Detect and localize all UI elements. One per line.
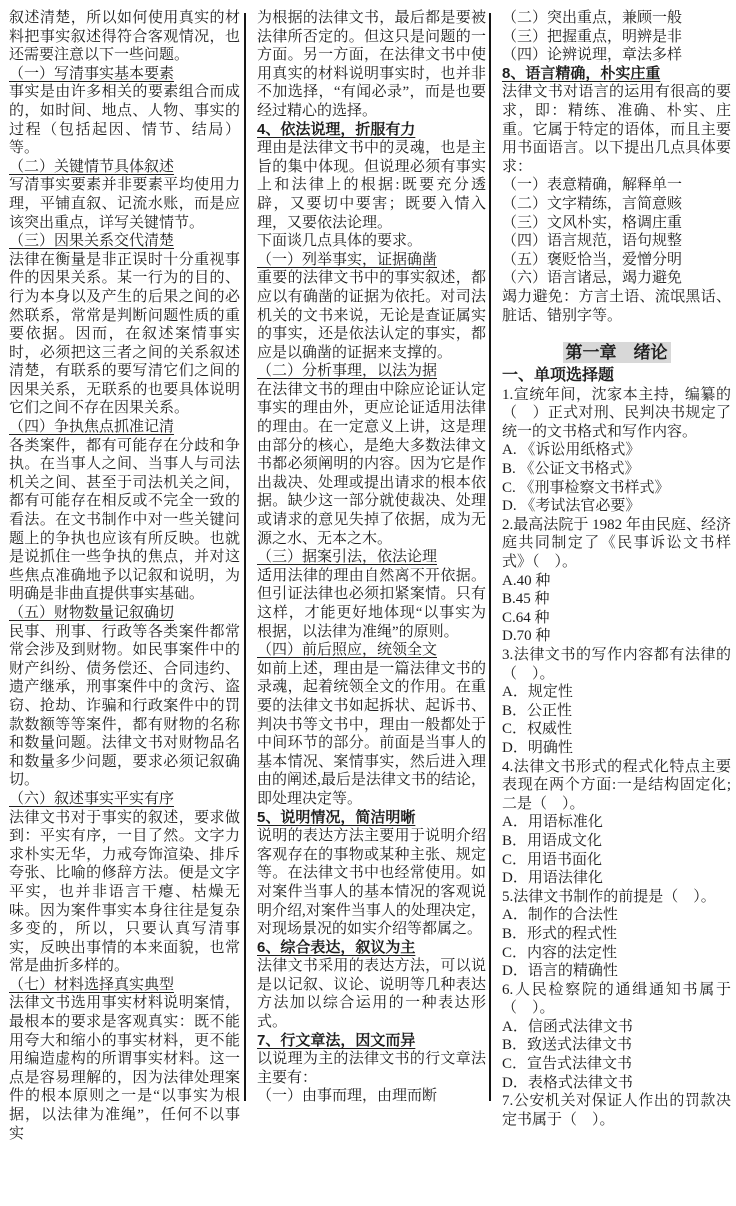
text-line: A. 《诉讼用纸格式》 xyxy=(502,442,641,459)
paragraph: 写清事实要素并非要素平均使用力理，平铺直叙、记流水账，而是应该突出重点，详写关键情节。 xyxy=(9,177,240,231)
subsection-heading: （六）叙述事实平实有序 xyxy=(9,790,175,807)
subsection-heading: （四）争执焦点抓准记清 xyxy=(9,419,175,436)
paragraph: 以说理为主的法律文书的行文章法主要有： xyxy=(257,1051,486,1086)
paragraph: 法律在衡量是非正误时十分重视事件的因果关系。某一行为的目的、行为本身以及产生的后果之间的必然联系，常常是判断问题性质的重要依据。因而，在叙述案情事实时，必须把这三者之间的关系叙述清楚，有联系的要写清它们之间的因果关系，无联系的也要具体说明它们之间不存在因果关系。 xyxy=(9,251,240,417)
paragraph: 2.最高法院于 1982 年由民庭、经济庭共同制定了《民事诉讼文书样式》（ ）。 xyxy=(502,516,731,571)
text-line: D.70 种 xyxy=(502,628,551,645)
text-line: C．用语书面化 xyxy=(502,851,603,868)
text-line: B．用语成文化 xyxy=(502,832,603,849)
paragraph: 在法律文书的理由中除应论证认定事实的理由外，更应论证适用法律的理由。在一定意义上讲，这是理由部分的核心，是绝大多数法律文书都必须阐明的内容。因为它是作出裁决、处理或提出请求的根本依据。缺少这一部分就使裁决、处理或请求的意见失掉了依据，成为无源之水、无本之木。 xyxy=(257,381,486,547)
numbered-heading: 4、依法说理，折服有力 xyxy=(257,120,416,138)
paragraph: 事实是由许多相关的要素组合而成的，如时间、地点、人物、事实的过程（包括起因、情节、结局）等。 xyxy=(9,84,240,157)
subsection-heading: （四）前后照应，统领全文 xyxy=(257,642,438,659)
text-line: （二）突出重点，兼顾一般 xyxy=(502,10,683,26)
text-line: C．内容的法定性 xyxy=(502,944,618,961)
text-line: D．表格式法律文书 xyxy=(502,1074,633,1091)
subsection-heading: （五）财物数量记叙确切 xyxy=(9,605,175,621)
section-heading: 一、单项选择题 xyxy=(502,367,615,385)
text-line: C. 《刑事检察文书样式》 xyxy=(502,479,670,496)
paragraph: 法律文书采用的表达方法，可以说是以记叙、议论、说明等几种表达方法加以综合运用的一种表达形式。 xyxy=(257,958,486,1031)
text-line: A．用语标准化 xyxy=(502,814,603,831)
text-column-3 xyxy=(502,9,731,1129)
text-line: B．形式的程式性 xyxy=(502,925,618,942)
paragraph: 适用法律的理由自然离不开依据。但引证法律也必须扣紧案情。只有这样，才能更好地体现“以事实为根据，以法律为准绳”的原则。 xyxy=(257,567,486,640)
subsection-heading: （七）材料选择真实典型 xyxy=(9,976,175,993)
text-line: D．语言的精确性 xyxy=(502,963,618,980)
paragraph: 民事、刑事、行政等各类案件都常常会涉及到财物。如民事案件中的财产纠纷、债务偿还、合同违约、遗产继承，刑事案件中的贪污、盗窃、抢劫、诈骗和行政案件中的罚款数额等等案件，都有财物的名称和数量问题。法律文书对财物品名和数量多少问题，要求必须记叙确切。 xyxy=(9,623,240,789)
paragraph: 4.法律文书形式的程式化特点主要表现在两个方面:一是结构固定化;二是（ ）。 xyxy=(502,758,731,812)
text-line: （四）论辨说理，章法多样 xyxy=(502,47,683,64)
paragraph: 7.公安机关对保证人作出的罚款决定书属于（ ）。 xyxy=(502,1093,731,1128)
text-line: （三）文风朴实，格调庄重 xyxy=(502,214,683,231)
subsection-heading: （一）列举事实，证据确凿 xyxy=(257,251,438,268)
paragraph: 重要的法律文书中的事实叙述，都应以有确凿的证据为依托。对司法机关的文书来说，无论是查证属实的事实，还是依法认定的事实，都应是以确凿的证据来支撑的。 xyxy=(257,270,486,361)
paragraph: 法律文书选用事实材料说明案情，最根本的要求是客观真实：既不能用夸大和缩小的事实材料，更不能用编造虚构的所谓事实材料。这一点是容易理解的，因为法律处理案件的根本原则之一是“以事实为根据，以法律为准绳”，任何不以事实 xyxy=(9,995,240,1142)
text-line: （一）由事而理，由理而断 xyxy=(257,1088,438,1105)
paragraph: 如前上述，理由是一篇法律文书的录魂，起着统领全文的作用。在重要的法律文书如起拆状、起诉书、判决书等文书中，理由一般都处于中间环节的部分。前面是当事人的基本情况、案情事实，然后进入理由的阐述,最后是法律文书的结论，即处理决定等。 xyxy=(257,660,486,807)
text-line: D. 《考试法官必要》 xyxy=(502,498,641,515)
column-divider-left xyxy=(244,13,246,1101)
text-line: C．权威性 xyxy=(502,721,573,738)
text-line: D．明确性 xyxy=(502,739,573,756)
text-line: A．信函式法律文书 xyxy=(502,1018,633,1035)
subsection-heading: （三）因果关系交代清楚 xyxy=(9,233,175,250)
paragraph: 3.法律文书的写作内容都有法律的（ ）。 xyxy=(502,647,731,682)
paragraph: 法律文书对语言的运用有很高的要求，即：精练、准确、朴实、庄重。它属于特定的语体，而且主要用书面语言。以下提出几点具体要求： xyxy=(502,84,731,175)
text-line: （四）语言规范，语句规整 xyxy=(502,233,683,250)
text-line: （五）褒贬恰当，爱憎分明 xyxy=(502,251,683,268)
text-column-1 xyxy=(9,9,240,1143)
text-line: （一）表意精确，解释单一 xyxy=(502,177,683,194)
column-divider-right xyxy=(489,13,491,1101)
text-line: A.40 种 xyxy=(502,572,551,589)
text-line: B．致送式法律文书 xyxy=(502,1037,633,1054)
text-line: B．公正性 xyxy=(502,702,573,719)
subsection-heading: （二）关键情节具体叙述 xyxy=(9,158,175,175)
chapter-heading xyxy=(502,342,731,364)
paragraph: 1.宣统年间，沈家本主持，编纂的（ ）正式对刑、民判决书规定了统一的文书格式和写作内容。 xyxy=(502,386,731,440)
paragraph: 各类案件，都有可能存在分歧和争执。在当事人之间、当事人与司法机关之间、甚至于司法机关之间，都有可能存在相反或不完全一致的看法。在文书制作中对一些关键问题上的争执也应该有所反映。也就是说抓住一些争执的焦点，并对这些焦点准确地予以记叙和说明，为明确是非曲直提供事实基础。 xyxy=(9,437,240,603)
text-line: B.45 种 xyxy=(502,591,550,608)
paragraph: 法律文书对于事实的叙述，要求做到：平实有序，一目了然。文字力求朴实无华，力戒夸饰渲染、排斥夸张、比喻的修辞方法。便是文字平实，也并非语言干瘪、枯燥无味。因为案件事实本身往往是复杂多变的，所以，只要认真写清事实，反映出事情的本来面貌，也常常是曲折多样的。 xyxy=(9,809,240,975)
numbered-heading: 6、综合表达，叙议为主 xyxy=(257,938,416,956)
text-line: B. 《公证文书格式》 xyxy=(502,461,640,478)
subsection-heading: （三）据案引法，依法论理 xyxy=(257,549,438,566)
text-line: （二）文字精练，言简意赅 xyxy=(502,195,683,212)
paragraph: 理由是法律文书中的灵魂，也是主旨的集中体现。但说理必须有事实上和法律上的根据:既要充分透辟，又要切中要害；既要入情入理，又要依法论理。 xyxy=(257,140,486,231)
paragraph: 为根据的法律文书，最后都是要被法律所否定的。但这只是问题的一方面。另一方面，在法律文书中使用真实的材料说明事实时，也并非不加选择，“有闻必录”，而是也要经过精心的选择。 xyxy=(257,10,486,119)
paragraph: 说明的表达方法主要用于说明介绍客观存在的事物或某种主张、规定等。在法律文书中也经常使用。如对案件当事人的基本情况的客观说明介绍,对案件当事人的处理决定，对现场景况的如实介绍等都属之。 xyxy=(257,828,486,938)
subsection-heading: （二）分析事理，以法为据 xyxy=(257,363,438,380)
text-line: A．制作的合法性 xyxy=(502,907,618,924)
paragraph: 竭力避免：方言土语、流氓黑话、脏话、错别字等。 xyxy=(502,288,731,324)
text-line: （三）把握重点，明辨是非 xyxy=(502,28,683,45)
chapter-title-highlight: 第一章 绪论 xyxy=(563,342,671,363)
numbered-heading: 8、语言精确，朴实庄重 xyxy=(502,64,661,82)
numbered-heading: 5、说明情况，简洁明晰 xyxy=(257,808,416,826)
text-line: C．宣告式法律文书 xyxy=(502,1056,633,1073)
subsection-heading: （一）写清事实基本要素 xyxy=(9,65,175,82)
numbered-heading: 7、行文章法，因文而异 xyxy=(257,1031,416,1049)
text-line: C.64 种 xyxy=(502,609,550,626)
text-line: A．规定性 xyxy=(502,684,573,701)
paragraph: 5.法律文书制作的前提是（ ）。 xyxy=(502,888,716,905)
text-line: D．用语法律化 xyxy=(502,870,603,887)
text-line: （六）语言诸忌，竭力避免 xyxy=(502,270,683,287)
paragraph: 叙述清楚，所以如何使用真实的材料把事实叙述得符合客观情况，也还需要注意以下一些问题。 xyxy=(9,10,240,64)
paragraph: 下面谈几点具体的要求。 xyxy=(257,233,423,250)
paragraph: 6.人民检察院的通缉通知书属于（ ）。 xyxy=(502,981,731,1017)
text-column-2 xyxy=(257,9,486,1106)
